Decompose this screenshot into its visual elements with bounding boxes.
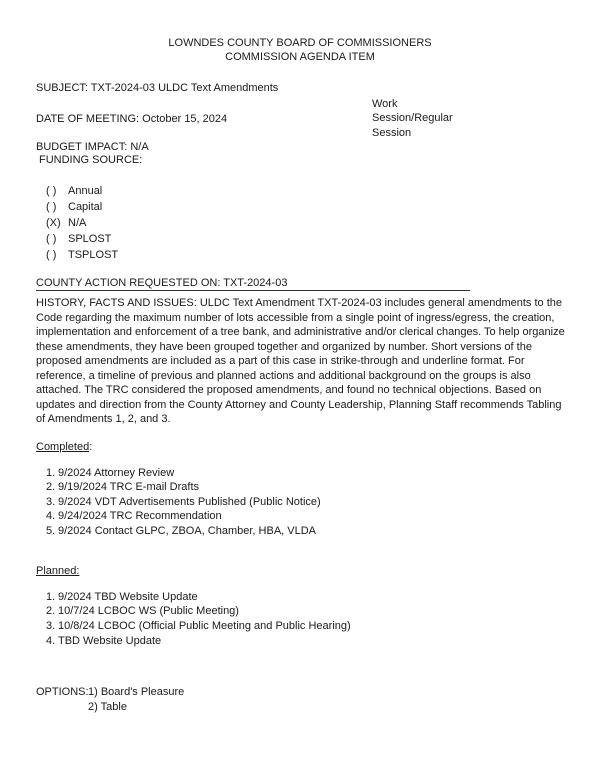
session-line: Session <box>372 127 412 139</box>
header-subtitle: COMMISSION AGENDA ITEM <box>225 51 375 63</box>
list-item: 9/2024 Contact GLPC, ZBOA, Chamber, HBA, VLDA <box>58 525 317 537</box>
list-item: 10/7/24 LCBOC WS (Public Meeting) <box>58 605 239 617</box>
completed-heading-text: Completed <box>36 441 90 453</box>
list-number: 1. <box>46 467 56 479</box>
funding-mark: ( ) <box>46 249 57 261</box>
list-item: 9/2024 VDT Advertisements Published (Public Notice) <box>58 496 321 508</box>
funding-label: Capital <box>68 201 103 213</box>
budget-impact: BUDGET IMPACT: N/A <box>36 141 149 153</box>
list-number: 3. <box>46 620 56 632</box>
list-number: 3. <box>46 496 56 508</box>
history-paragraph: HISTORY, FACTS AND ISSUES: ULDC Text Amendment TXT-2024-03 includes general amendments to the Code regarding the maximum number of lots accessible from a single point of ingress/egress, the creation, implementation and enforcement of a tree bank, and administrative and/or clerical changes. To help organize these amendments, they have been grouped together and organized by number. Short versions of the proposed amendments are included as a part of this case in strike-through and underline format. For reference, a timeline of previous and planned actions and additional background on the groups is also attached. The TRC considered the proposed amendments, and found no technical objections. Based on updates and direction from the County Attorney and County Leadership, Planning Staff recommends Tabling of Amendments 1, 2, and 3. <box>36 297 565 425</box>
session-line: Work <box>372 98 398 110</box>
funding-label: N/A <box>68 217 87 229</box>
list-number: 5. <box>46 525 56 537</box>
funding-mark: ( ) <box>46 201 57 213</box>
list-number: 1. <box>46 591 56 603</box>
completed-heading <box>36 440 92 454</box>
options-label: OPTIONS: <box>36 686 89 698</box>
divider <box>36 290 470 291</box>
list-number: 4. <box>46 635 56 647</box>
planned-heading: Planned: <box>36 565 80 577</box>
option-item: 2) Table <box>88 701 127 713</box>
list-item: 9/19/2024 TRC E-mail Drafts <box>58 481 200 493</box>
funding-label: SPLOST <box>68 233 112 245</box>
list-item: 9/24/2024 TRC Recommendation <box>58 510 222 522</box>
header-title: LOWNDES COUNTY BOARD OF COMMISSIONERS <box>168 37 432 49</box>
funding-label: Annual <box>68 185 103 197</box>
funding-mark: ( ) <box>46 233 57 245</box>
option-item: 1) Board's Pleasure <box>88 686 185 698</box>
session-line: Session/Regular <box>372 112 453 124</box>
funding-label: TSPLOST <box>68 249 119 261</box>
subject: SUBJECT: TXT-2024-03 ULDC Text Amendments <box>36 82 279 94</box>
funding-mark: (X) <box>46 217 61 229</box>
funding-mark: ( ) <box>46 185 57 197</box>
county-action: COUNTY ACTION REQUESTED ON: TXT-2024-03 <box>36 277 288 289</box>
list-item: TBD Website Update <box>58 635 162 647</box>
list-item: 9/2024 TBD Website Update <box>58 591 198 603</box>
list-item: 9/2024 Attorney Review <box>58 467 175 479</box>
list-number: 2. <box>46 481 56 493</box>
list-item: 10/8/24 LCBOC (Official Public Meeting and Public Hearing) <box>58 620 351 632</box>
funding-source: FUNDING SOURCE: <box>39 154 143 166</box>
completed-colon: : <box>89 441 93 453</box>
date-of-meeting: DATE OF MEETING: October 15, 2024 <box>36 113 228 125</box>
list-number: 4. <box>46 510 56 522</box>
list-number: 2. <box>46 605 56 617</box>
